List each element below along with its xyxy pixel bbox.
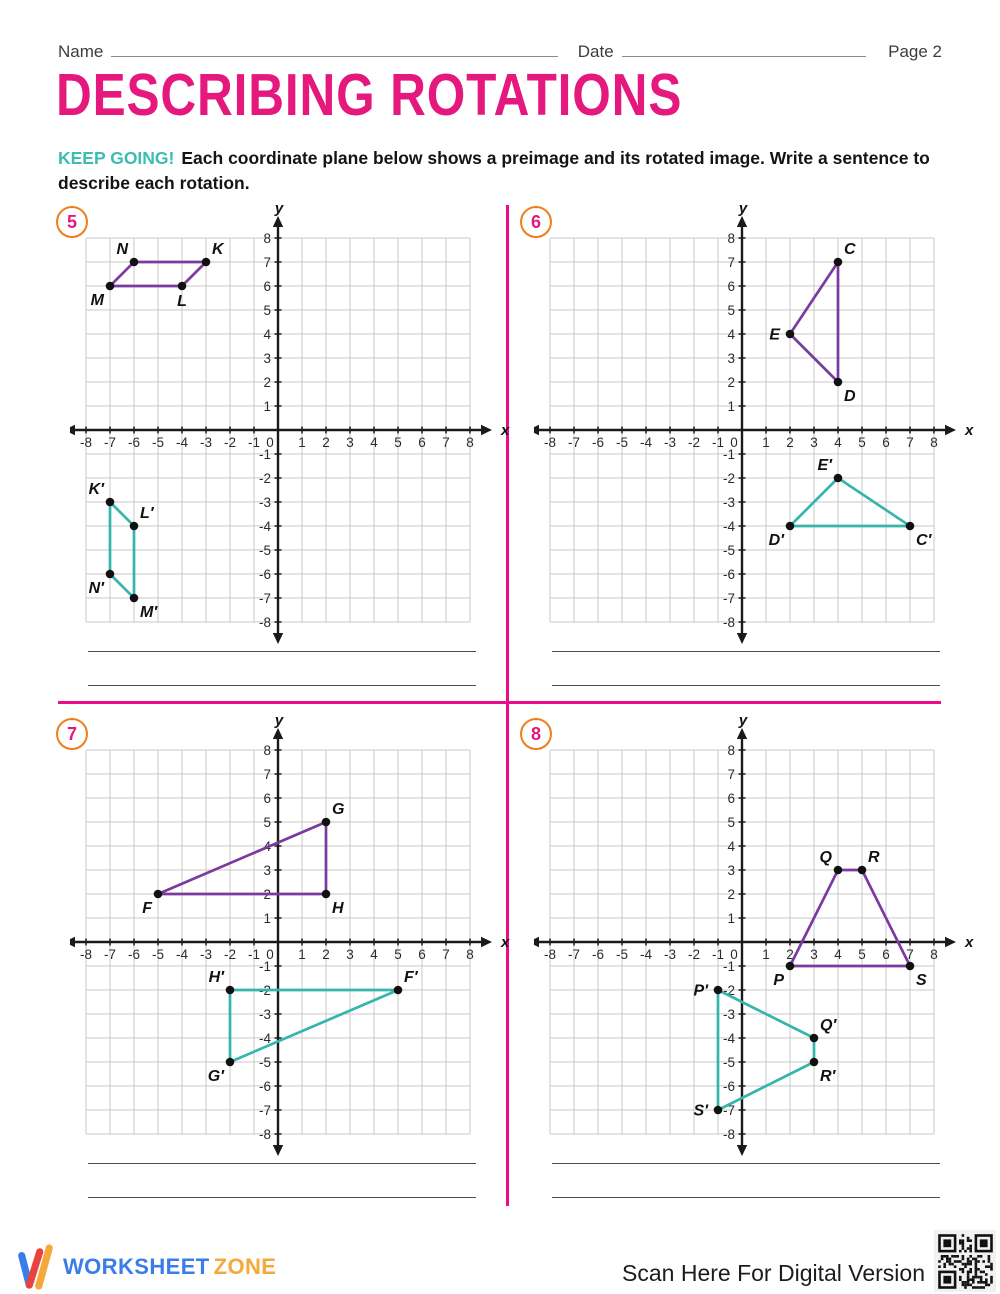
svg-text:5: 5 — [263, 302, 271, 318]
svg-text:7: 7 — [442, 947, 450, 962]
answer-line — [88, 1130, 476, 1164]
vertex-label: M′ — [140, 604, 158, 621]
answer-area — [88, 618, 476, 686]
worksheetzone-logo — [16, 1244, 276, 1290]
svg-text:-5: -5 — [615, 947, 629, 962]
svg-text:-7: -7 — [258, 590, 271, 606]
problem-6-number-badge — [520, 206, 552, 238]
svg-text:-7: -7 — [103, 947, 117, 962]
vertex-dot — [226, 986, 235, 995]
svg-text:-1: -1 — [247, 947, 261, 962]
svg-text:-3: -3 — [722, 1006, 735, 1022]
graph-svg — [534, 712, 980, 1160]
vertex-label: D′ — [768, 532, 784, 549]
vertex-label: R′ — [820, 1068, 836, 1085]
svg-text:1: 1 — [727, 910, 735, 926]
svg-text:6: 6 — [727, 790, 735, 806]
svg-text:-5: -5 — [258, 542, 271, 558]
svg-text:-2: -2 — [722, 470, 735, 486]
svg-text:-8: -8 — [543, 947, 557, 962]
vertex-dot — [786, 962, 795, 971]
svg-text:-4: -4 — [175, 947, 189, 962]
svg-text:-5: -5 — [151, 435, 165, 450]
vertex-dot — [130, 258, 139, 267]
svg-text:-4: -4 — [175, 435, 189, 450]
vertex-dot — [786, 522, 795, 531]
svg-text:2: 2 — [786, 947, 794, 962]
answer-line — [88, 618, 476, 652]
svg-text:-5: -5 — [615, 435, 629, 450]
svg-text:-5: -5 — [258, 1054, 271, 1070]
problem-8 — [520, 712, 972, 1220]
vertex-label: R — [868, 849, 880, 866]
svg-text:5: 5 — [394, 947, 402, 962]
graph-svg — [70, 712, 516, 1160]
svg-text:-1: -1 — [711, 947, 725, 962]
svg-text:-2: -2 — [258, 470, 271, 486]
answer-area — [88, 1130, 476, 1198]
svg-text:7: 7 — [727, 766, 735, 782]
problem-number: 8 — [530, 723, 541, 744]
svg-text:-8: -8 — [258, 1126, 271, 1142]
y-axis-label: y — [274, 712, 284, 729]
image-shape — [693, 983, 837, 1120]
brand-worksheet: WORKSHEET — [63, 1254, 210, 1279]
vertex-dot — [106, 498, 115, 507]
vertex-dot — [714, 986, 723, 995]
svg-text:-3: -3 — [258, 1006, 271, 1022]
svg-text:-6: -6 — [258, 566, 271, 582]
svg-text:4: 4 — [263, 326, 271, 342]
svg-text:3: 3 — [346, 947, 354, 962]
coordinate-plane-5 — [70, 200, 516, 653]
vertex-label: S′ — [693, 1102, 708, 1120]
svg-text:-4: -4 — [258, 518, 271, 534]
svg-text:8: 8 — [263, 230, 271, 246]
page-number: Page 2 — [888, 42, 942, 61]
svg-text:3: 3 — [263, 862, 271, 878]
svg-text:-7: -7 — [567, 947, 581, 962]
svg-text:-1: -1 — [258, 958, 271, 974]
problem-number: 6 — [530, 211, 541, 232]
svg-text:-2: -2 — [258, 982, 271, 998]
svg-text:8: 8 — [727, 230, 735, 246]
svg-text:1: 1 — [298, 435, 306, 450]
svg-text:-2: -2 — [687, 947, 701, 962]
svg-text:2: 2 — [727, 886, 735, 902]
vertex-dot — [226, 1058, 235, 1067]
svg-text:-4: -4 — [722, 518, 735, 534]
svg-text:-5: -5 — [722, 1054, 735, 1070]
coordinate-plane-7 — [70, 712, 516, 1165]
vertex-dot — [154, 890, 163, 899]
instructions-text: Each coordinate plane below shows a preimage and its rotated image. Write a sentence to describe each rotation. — [58, 148, 930, 194]
vertex-label: G′ — [207, 1068, 224, 1085]
svg-text:7: 7 — [263, 766, 271, 782]
svg-text:7: 7 — [906, 435, 914, 450]
svg-text:7: 7 — [263, 254, 271, 270]
brand-text — [63, 1254, 276, 1280]
svg-text:0: 0 — [730, 435, 738, 450]
svg-text:-2: -2 — [722, 982, 735, 998]
svg-text:-2: -2 — [223, 947, 237, 962]
svg-text:-5: -5 — [722, 542, 735, 558]
keep-going-label: KEEP GOING! — [58, 148, 175, 168]
svg-text:-6: -6 — [722, 566, 735, 582]
vertex-dot — [906, 522, 915, 531]
answer-line — [88, 652, 476, 686]
svg-text:8: 8 — [263, 742, 271, 758]
svg-text:-1: -1 — [258, 446, 271, 462]
vertex-label: N′ — [88, 580, 104, 597]
svg-text:3: 3 — [263, 350, 271, 366]
svg-text:-3: -3 — [258, 494, 271, 510]
vertex-dot — [786, 330, 795, 339]
svg-text:-1: -1 — [722, 446, 735, 462]
problem-6 — [520, 200, 972, 708]
svg-text:1: 1 — [762, 435, 770, 450]
vertex-dot — [810, 1058, 819, 1067]
svg-text:2: 2 — [322, 435, 330, 450]
vertex-label: F — [142, 900, 152, 917]
svg-text:6: 6 — [263, 278, 271, 294]
svg-text:2: 2 — [322, 947, 330, 962]
svg-text:-6: -6 — [722, 1078, 735, 1094]
svg-text:1: 1 — [298, 947, 306, 962]
vertex-dot — [106, 282, 115, 291]
x-axis-label: x — [965, 422, 974, 439]
problem-8-number-badge — [520, 718, 552, 750]
svg-text:-3: -3 — [663, 947, 677, 962]
vertex-dot — [834, 474, 843, 483]
svg-text:4: 4 — [263, 838, 271, 854]
x-axis-label: x — [965, 934, 974, 951]
svg-text:-8: -8 — [79, 435, 93, 450]
svg-text:-4: -4 — [258, 1030, 271, 1046]
vertex-label: L — [177, 293, 187, 310]
svg-text:-7: -7 — [567, 435, 581, 450]
svg-text:-4: -4 — [722, 1030, 735, 1046]
svg-text:0: 0 — [266, 435, 274, 450]
svg-text:-6: -6 — [127, 947, 141, 962]
date-label: Date — [577, 42, 614, 61]
svg-text:6: 6 — [418, 947, 426, 962]
vertex-dot — [394, 986, 403, 995]
graph-svg — [534, 200, 980, 648]
preimage-shape — [769, 241, 856, 405]
scan-here-text: Scan Here For Digital Version — [622, 1260, 925, 1286]
svg-text:-5: -5 — [151, 947, 165, 962]
svg-text:-6: -6 — [591, 435, 605, 450]
svg-text:-4: -4 — [639, 435, 653, 450]
problem-5-number-badge — [56, 206, 88, 238]
svg-text:6: 6 — [882, 947, 890, 962]
svg-text:6: 6 — [727, 278, 735, 294]
svg-text:-8: -8 — [258, 614, 271, 630]
svg-text:-8: -8 — [722, 614, 735, 630]
x-axis-label: x — [501, 934, 510, 951]
vertex-label: E — [769, 326, 780, 344]
svg-text:-6: -6 — [591, 947, 605, 962]
svg-text:-4: -4 — [639, 947, 653, 962]
svg-text:5: 5 — [858, 947, 866, 962]
qr-code-svg — [934, 1230, 996, 1292]
svg-text:4: 4 — [370, 435, 378, 450]
vertex-label: N — [116, 241, 128, 258]
vertex-dot — [858, 866, 867, 875]
vertex-label: F′ — [404, 969, 418, 986]
y-axis-label: y — [274, 200, 284, 217]
svg-text:-7: -7 — [103, 435, 117, 450]
svg-text:3: 3 — [727, 862, 735, 878]
vertex-label: P — [773, 972, 784, 989]
answer-line — [552, 1164, 940, 1198]
svg-text:2: 2 — [263, 374, 271, 390]
brand-zone: ZONE — [213, 1254, 277, 1279]
vertex-label: P′ — [693, 982, 708, 1000]
svg-text:-3: -3 — [722, 494, 735, 510]
answer-area — [552, 618, 940, 686]
vertex-dot — [106, 570, 115, 579]
svg-text:5: 5 — [727, 302, 735, 318]
graph-svg — [70, 200, 516, 648]
svg-text:7: 7 — [442, 435, 450, 450]
vertex-dot — [834, 866, 843, 875]
vertex-label: H′ — [208, 969, 224, 986]
svg-text:4: 4 — [370, 947, 378, 962]
answer-line — [552, 1130, 940, 1164]
vertex-label: L′ — [140, 505, 154, 522]
vertex-label: C′ — [916, 532, 932, 549]
name-label: Name — [58, 42, 104, 61]
vertex-dot — [202, 258, 211, 267]
vertex-dot — [834, 378, 843, 387]
svg-text:5: 5 — [263, 814, 271, 830]
svg-text:-3: -3 — [199, 947, 213, 962]
svg-text:5: 5 — [394, 435, 402, 450]
vertex-dot — [810, 1034, 819, 1043]
svg-text:3: 3 — [346, 435, 354, 450]
date-fill-line — [622, 42, 866, 57]
vertex-label: K′ — [88, 481, 104, 498]
vertex-dot — [714, 1106, 723, 1115]
svg-text:8: 8 — [727, 742, 735, 758]
svg-text:-6: -6 — [258, 1078, 271, 1094]
image-shape — [769, 457, 933, 549]
y-axis-label: y — [738, 200, 748, 217]
answer-line — [552, 652, 940, 686]
vertex-label: Q — [819, 849, 832, 866]
svg-text:2: 2 — [263, 886, 271, 902]
svg-text:0: 0 — [730, 947, 738, 962]
page-title: DESCRIBING ROTATIONS — [56, 62, 683, 128]
svg-text:-3: -3 — [199, 435, 213, 450]
image-shape — [208, 969, 419, 1085]
vertex-label: G — [332, 801, 345, 818]
vertex-dot — [906, 962, 915, 971]
problem-number: 7 — [66, 723, 77, 744]
vertex-dot — [322, 818, 331, 827]
svg-text:-8: -8 — [543, 435, 557, 450]
vertex-label: S — [916, 972, 927, 989]
svg-text:-7: -7 — [722, 590, 735, 606]
svg-text:5: 5 — [727, 814, 735, 830]
svg-text:5: 5 — [858, 435, 866, 450]
svg-text:8: 8 — [930, 435, 938, 450]
answer-line — [552, 618, 940, 652]
coordinate-plane-6 — [534, 200, 980, 653]
vertex-label: M — [90, 292, 104, 309]
vertex-label: K — [212, 241, 224, 258]
svg-text:-1: -1 — [711, 435, 725, 450]
svg-text:3: 3 — [810, 435, 818, 450]
svg-text:-7: -7 — [258, 1102, 271, 1118]
vertex-label: D — [844, 388, 856, 405]
name-fill-line — [111, 42, 557, 57]
vertex-dot — [130, 594, 139, 603]
svg-text:2: 2 — [786, 435, 794, 450]
instructions — [58, 146, 944, 197]
vertex-label: E′ — [817, 457, 832, 474]
vertex-label: H — [332, 900, 344, 917]
svg-text:4: 4 — [727, 838, 735, 854]
vertex-label: Q′ — [820, 1017, 837, 1034]
svg-text:1: 1 — [263, 398, 271, 414]
svg-text:8: 8 — [930, 947, 938, 962]
svg-text:2: 2 — [727, 374, 735, 390]
problem-7 — [56, 712, 508, 1220]
svg-text:-1: -1 — [247, 435, 261, 450]
x-axis-label: x — [501, 422, 510, 439]
svg-text:3: 3 — [810, 947, 818, 962]
svg-text:-6: -6 — [127, 435, 141, 450]
problem-7-number-badge — [56, 718, 88, 750]
vertex-label: C — [844, 241, 856, 258]
svg-text:3: 3 — [727, 350, 735, 366]
svg-text:-2: -2 — [687, 435, 701, 450]
svg-text:1: 1 — [263, 910, 271, 926]
svg-text:1: 1 — [727, 398, 735, 414]
y-axis-label: y — [738, 712, 748, 729]
svg-text:6: 6 — [263, 790, 271, 806]
svg-text:4: 4 — [834, 947, 842, 962]
svg-text:-3: -3 — [663, 435, 677, 450]
answer-line — [88, 1164, 476, 1198]
preimage-shape — [142, 801, 344, 917]
svg-text:-8: -8 — [722, 1126, 735, 1142]
svg-text:-8: -8 — [79, 947, 93, 962]
svg-text:6: 6 — [882, 435, 890, 450]
svg-text:-2: -2 — [223, 435, 237, 450]
svg-text:8: 8 — [466, 947, 474, 962]
svg-text:7: 7 — [906, 947, 914, 962]
vertex-dot — [178, 282, 187, 291]
answer-area — [552, 1130, 940, 1198]
problem-number: 5 — [66, 211, 77, 232]
svg-text:1: 1 — [762, 947, 770, 962]
qr-code — [934, 1230, 996, 1292]
coordinate-plane-8 — [534, 712, 980, 1165]
svg-text:-7: -7 — [722, 1102, 735, 1118]
vertex-dot — [322, 890, 331, 899]
svg-text:0: 0 — [266, 947, 274, 962]
svg-text:8: 8 — [466, 435, 474, 450]
svg-text:-1: -1 — [722, 958, 735, 974]
svg-text:4: 4 — [727, 326, 735, 342]
header — [58, 42, 942, 62]
svg-text:4: 4 — [834, 435, 842, 450]
problem-5 — [56, 200, 508, 708]
svg-text:7: 7 — [727, 254, 735, 270]
vertex-dot — [834, 258, 843, 267]
svg-text:6: 6 — [418, 435, 426, 450]
logo-w-icon — [16, 1244, 54, 1290]
vertex-dot — [130, 522, 139, 531]
